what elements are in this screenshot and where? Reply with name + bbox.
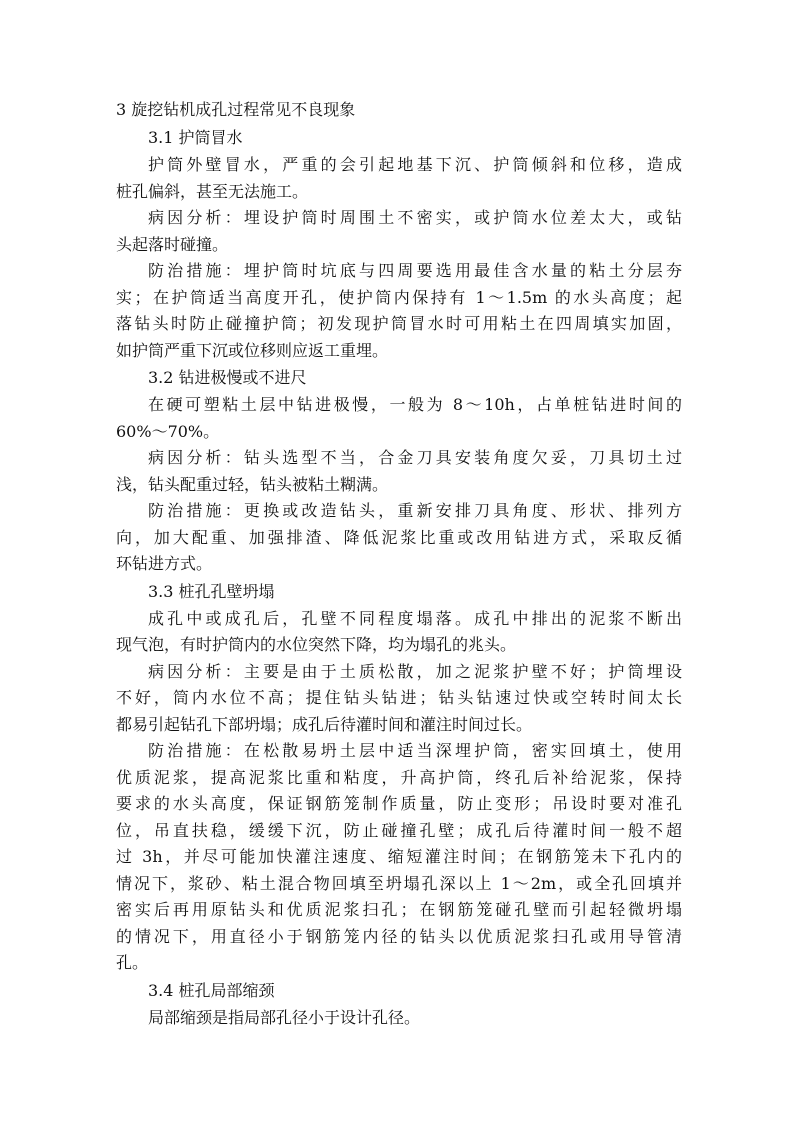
text-line: 环钻进方式。 [116, 554, 213, 573]
paragraph [116, 1005, 682, 1032]
text-line: 不好，筒内水位不高；提住钻头钻进；钻头钻速过快或空转时间太长 [116, 688, 682, 707]
paragraph [116, 392, 682, 445]
text-line: 浅，钻头配重过轻，钻头被粘土糊满。 [116, 474, 389, 494]
paragraph [116, 498, 682, 578]
text-line: 如护筒严重下沉或位移则应返工重埋。 [116, 340, 389, 360]
text-line: 位，吊直扶稳，缓缓下沉，防止碰撞孔壁；成孔后待灌时间一般不超 [116, 820, 682, 840]
document-page [116, 96, 682, 1031]
text-line: 局部缩颈是指局部孔径小于设计孔径。 [148, 1007, 421, 1027]
text-line: 防治措施：更换或改造钻头，重新安排刀具角度、形状、排列方 [148, 501, 682, 520]
paragraph [116, 738, 682, 977]
text-line: 向，加大配重、加强排渣、降低泥浆比重或改用钻进方式，采取反循 [116, 527, 682, 547]
text-line: 成孔中或成孔后，孔壁不同程度塌落。成孔中排出的泥浆不断出 [148, 608, 682, 628]
text-line: 护筒外壁冒水，严重的会引起地基下沉、护筒倾斜和位移，造成 [148, 155, 682, 174]
text-line: 落钻头时防止碰撞护筒；初发现护筒冒水时可用粘土在四周填实加固， [116, 314, 682, 333]
subsection-title-3-4: 3.4 桩孔局部缩颈 [148, 980, 275, 1000]
paragraph [116, 152, 682, 205]
subsection-title-3-1: 3.1 护筒冒水 [148, 128, 243, 147]
text-line: 病因分析：钻头选型不当，合金刀具安装角度欠妥，刀具切土过 [148, 448, 682, 467]
subsection-title-3-3: 3.3 桩孔孔壁坍塌 [148, 581, 275, 601]
text-line: 要求的水头高度，保证钢筋笼制作质量，防止变形；吊设时要对准孔 [116, 794, 682, 813]
paragraph [116, 606, 682, 659]
text-line: 优质泥浆，提高泥浆比重和粘度，升高护筒，终孔后补给泥浆，保持 [116, 767, 682, 787]
text-line: 防治措施：在松散易坍土层中适当深埋护筒，密实回填土，使用 [148, 741, 682, 760]
paragraph [116, 205, 682, 258]
text-line: 孔。 [116, 953, 149, 972]
text-line: 现气泡，有时护筒内的水位突然下降，均为塌孔的兆头。 [116, 635, 517, 654]
text-line: 病因分析：埋设护筒时周围土不密实，或护筒水位差太大，或钻 [148, 208, 682, 227]
text-line: 在硬可塑粘土层中钻进极慢，一般为 8～10h，占单桩钻进时间的 [148, 395, 682, 414]
subsection-title-3-2: 3.2 钻进极慢或不进尺 [148, 368, 307, 387]
text-line: 实；在护筒适当高度开孔，使护筒内保持有 1～1.5m 的水头高度；起 [116, 287, 682, 307]
text-line: 病因分析：主要是由于土质松散，加之泥浆护壁不好；护筒埋设 [148, 661, 682, 681]
text-line: 头起落时碰撞。 [116, 234, 229, 254]
text-line: 情况下，浆砂、粘土混合物回填至坍塌孔深以上 1～2m，或全孔回填并 [116, 873, 682, 893]
text-line: 过 3h，并尽可能加快灌注速度、缩短灌注时间；在钢筋笼未下孔内的 [116, 847, 682, 866]
paragraph [116, 258, 682, 364]
text-line: 都易引起钻孔下部坍塌；成孔后待灌时间和灌注时间过长。 [116, 714, 533, 734]
paragraph [116, 445, 682, 498]
text-line: 的情况下，用直径小于钢筋笼内径的钻头以优质泥浆扫孔或用导管清 [116, 926, 682, 946]
section-title: 3 旋挖钻机成孔过程常见不良现象 [116, 100, 356, 119]
text-line: 密实后再用原钻头和优质泥浆扫孔；在钢筋笼碰孔壁而引起轻微坍塌 [116, 900, 682, 919]
text-line: 防治措施：埋护筒时坑底与四周要选用最佳含水量的粘土分层夯 [148, 261, 682, 280]
text-line: 60%～70%。 [116, 421, 220, 441]
text-line: 桩孔偏斜，甚至无法施工。 [116, 181, 309, 201]
paragraph [116, 659, 682, 739]
